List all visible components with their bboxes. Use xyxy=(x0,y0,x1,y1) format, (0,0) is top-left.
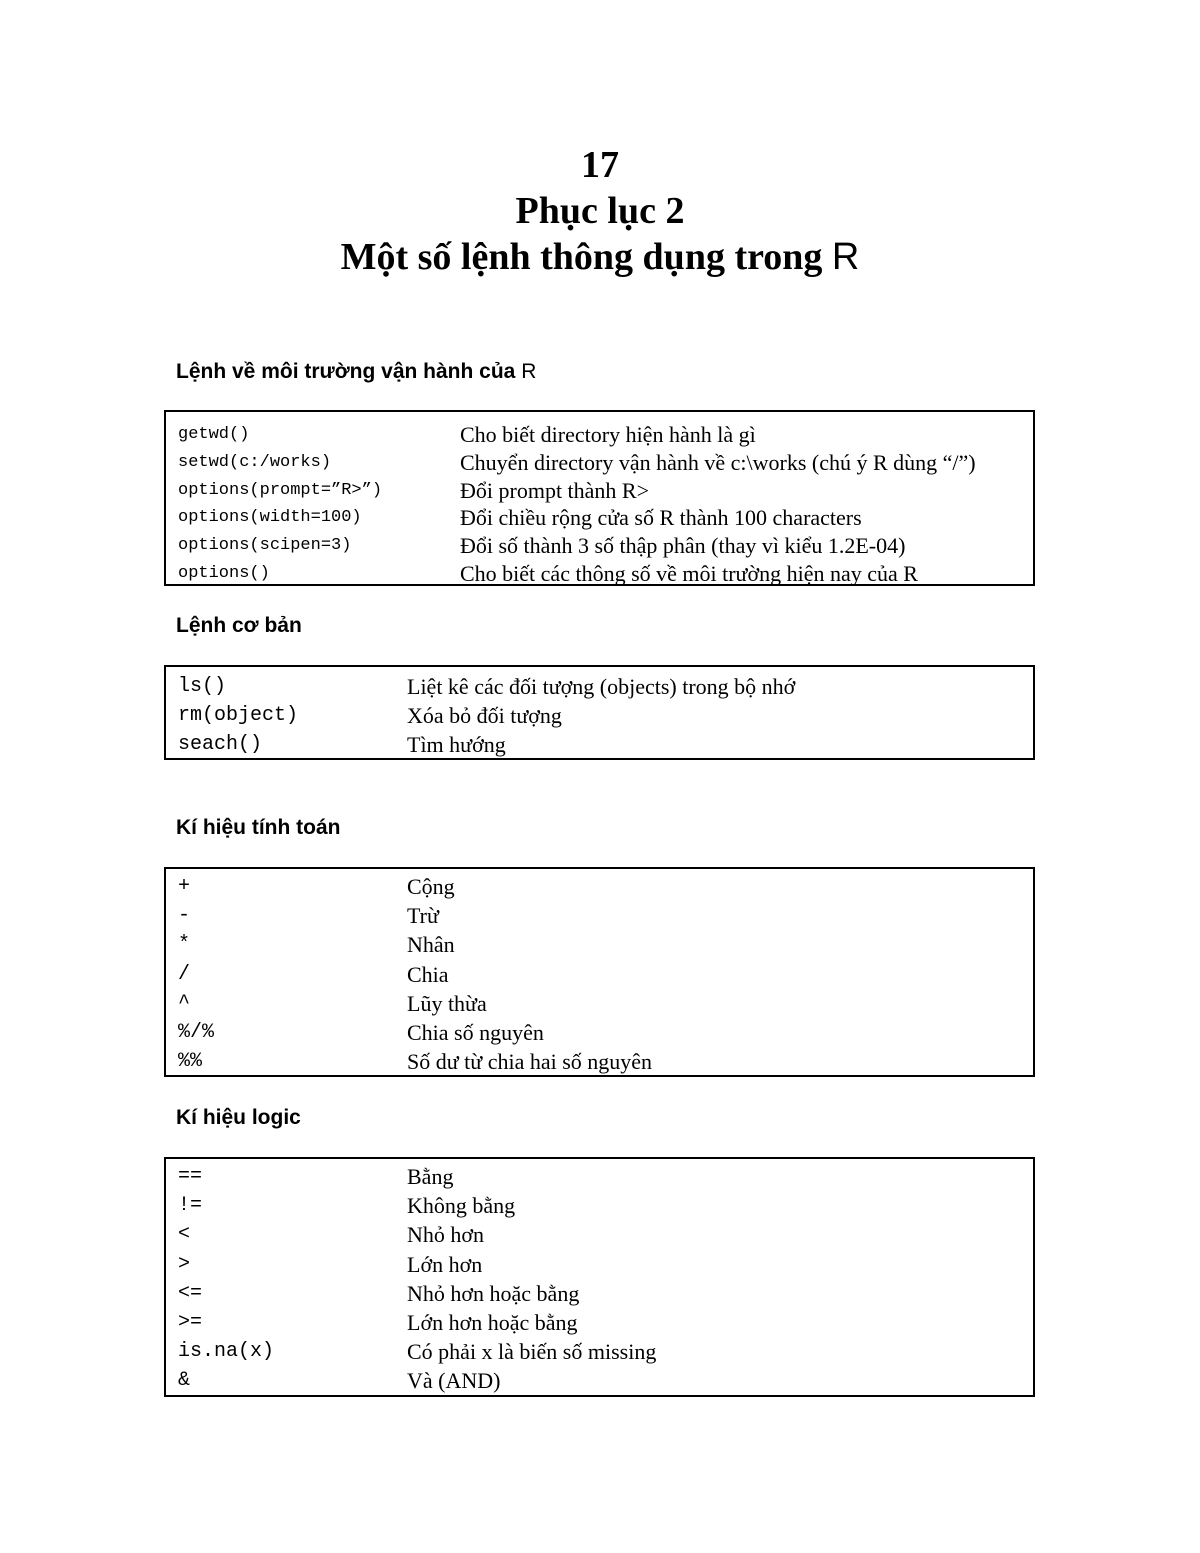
operator-description: Nhỏ hơn hoặc bằng xyxy=(407,1280,580,1306)
operator-description: Lũy thừa xyxy=(407,990,487,1016)
page-title-r: R xyxy=(831,236,860,278)
operator-description: Số dư từ chia hai số nguyên xyxy=(407,1049,653,1075)
operator-code: < xyxy=(178,1223,191,1247)
table-row xyxy=(166,1047,1033,1076)
table-row xyxy=(166,504,1033,532)
operator-code: * xyxy=(178,933,191,957)
table-row xyxy=(166,1366,1033,1395)
command-description: Cho biết directory hiện hành là gì xyxy=(460,422,756,447)
command-description: Cho biết các thông số về môi trường hiện nay của R xyxy=(460,560,918,586)
operator-code: %% xyxy=(178,1050,203,1074)
command-code: options(prompt=”R>”) xyxy=(178,480,383,500)
operator-description: Bằng xyxy=(407,1164,454,1189)
operator-description: Cộng xyxy=(407,874,455,899)
operator-description: Lớn hơn xyxy=(407,1251,483,1277)
operator-description: Không bằng xyxy=(407,1193,516,1219)
operator-description: Và (AND) xyxy=(407,1368,501,1394)
operator-code: %/% xyxy=(178,1020,215,1044)
command-description: Liệt kê các đối tượng (objects) trong bộ nhớ xyxy=(407,674,796,699)
page-title xyxy=(0,234,1200,280)
operator-description: Lớn hơn hoặc bằng xyxy=(407,1309,578,1335)
command-code: options(width=100) xyxy=(178,508,362,528)
command-code: rm(object) xyxy=(178,704,299,728)
section-title-basic: Lệnh cơ bản xyxy=(176,614,302,637)
command-description: Đổi prompt thành R> xyxy=(460,477,650,503)
command-description: Đổi số thành 3 số thập phân (thay vì kiểu 1.2E-04) xyxy=(460,533,906,559)
table-row xyxy=(166,1191,1033,1220)
section-title-logic: Kí hiệu logic xyxy=(176,1106,301,1129)
command-description: Tìm hướng xyxy=(407,732,506,758)
operator-code: >= xyxy=(178,1310,203,1334)
table-row xyxy=(166,901,1033,930)
table-row xyxy=(166,1337,1033,1366)
table-row xyxy=(166,449,1033,477)
command-description: Chuyển directory vận hành về c:\works (chú ý R dùng “/”) xyxy=(460,449,976,475)
chapter-number: 17 xyxy=(581,144,619,186)
table-row xyxy=(166,701,1033,730)
operator-code: <= xyxy=(178,1281,203,1305)
operator-description: Nhỏ hơn xyxy=(407,1222,485,1248)
table-row xyxy=(166,960,1033,989)
command-description: Xóa bỏ đối tượng xyxy=(407,703,562,729)
table-row xyxy=(166,1308,1033,1337)
section-title-env xyxy=(176,359,536,385)
command-code: options(scipen=3) xyxy=(178,536,352,556)
table-row xyxy=(166,477,1033,505)
table-row xyxy=(166,1162,1033,1191)
table-row xyxy=(166,560,1033,588)
operator-description: Chia số nguyên xyxy=(407,1019,544,1045)
section-title-env-text: Lệnh về môi trường vận hành của xyxy=(176,360,522,383)
env-commands-table xyxy=(164,410,1035,586)
operator-description: Chia xyxy=(407,961,449,987)
basic-commands-table xyxy=(164,665,1035,760)
operator-code: / xyxy=(178,962,191,986)
operator-description: Có phải x là biến số missing xyxy=(407,1339,657,1365)
table-row xyxy=(166,872,1033,901)
table-row xyxy=(166,930,1033,959)
table-row xyxy=(166,672,1033,701)
table-row xyxy=(166,532,1033,560)
section-title-env-r: R xyxy=(521,360,537,383)
table-row xyxy=(166,1250,1033,1279)
arithmetic-operators-table xyxy=(164,867,1035,1077)
table-row xyxy=(166,1279,1033,1308)
command-description: Đổi chiều rộng cửa số R thành 100 characters xyxy=(460,505,862,531)
operator-code: is.na(x) xyxy=(178,1340,275,1364)
logic-operators-table xyxy=(164,1157,1035,1397)
table-row xyxy=(166,1220,1033,1249)
operator-code: & xyxy=(178,1369,191,1393)
page-title-text: Một số lệnh thông dụng trong xyxy=(340,236,832,278)
table-row xyxy=(166,989,1033,1018)
command-code: seach() xyxy=(178,733,263,757)
operator-code: - xyxy=(178,904,191,928)
section-title-arith: Kí hiệu tính toán xyxy=(176,816,341,839)
operator-code: > xyxy=(178,1252,191,1276)
operator-code: != xyxy=(178,1194,203,1218)
operator-description: Trừ xyxy=(407,903,439,929)
command-code: getwd() xyxy=(178,425,250,444)
operator-code: + xyxy=(178,875,191,898)
operator-code: ^ xyxy=(178,991,191,1015)
table-row xyxy=(166,730,1033,759)
table-row xyxy=(166,1018,1033,1047)
command-code: options() xyxy=(178,563,270,583)
appendix-title: Phục lục 2 xyxy=(515,190,685,232)
command-code: ls() xyxy=(178,675,227,698)
table-row xyxy=(166,421,1033,449)
operator-code: == xyxy=(178,1165,203,1188)
operator-description: Nhân xyxy=(407,932,455,958)
command-code: setwd(c:/works) xyxy=(178,452,332,472)
